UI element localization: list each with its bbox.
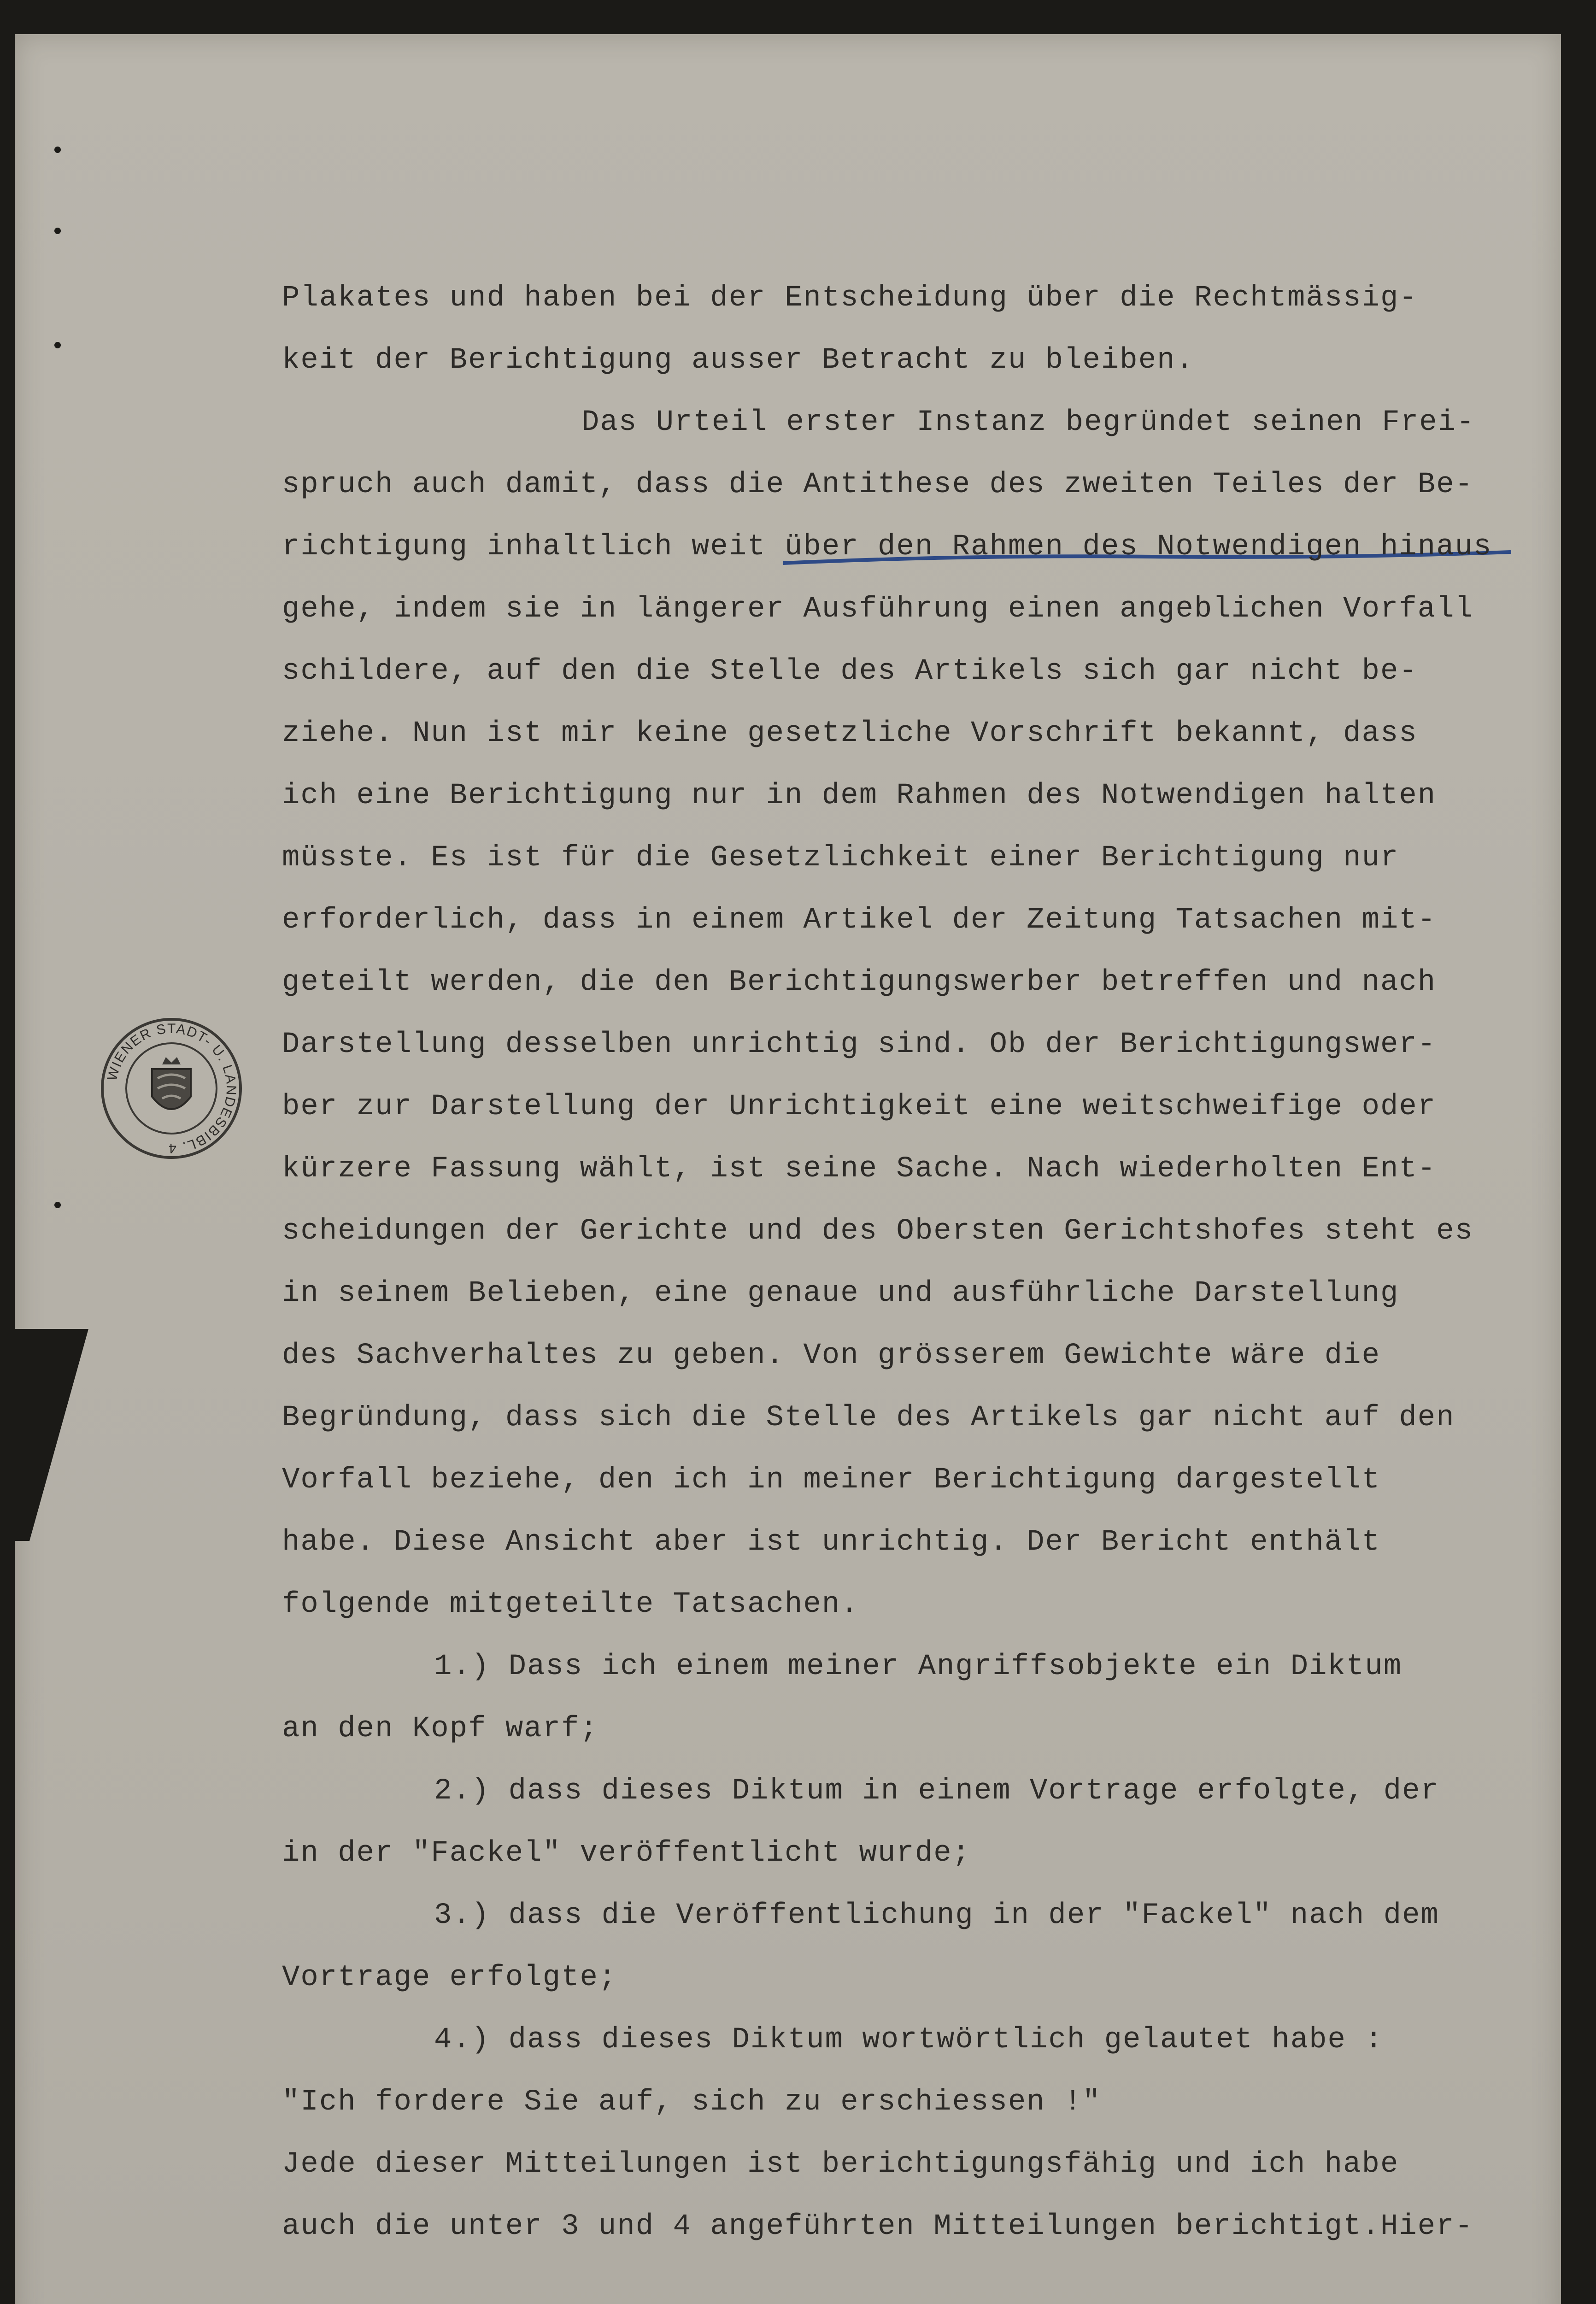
text-line: Vortrage erfolgte;	[282, 1961, 617, 1994]
text-line: spruch auch damit, dass die Antithese des zweiten Teiles der Be-	[282, 468, 1473, 501]
list-item: 3.) dass die Veröffentlichung in der "Fackel" nach dem	[434, 1899, 1439, 1932]
paper-tear	[15, 1329, 88, 1541]
text-line: ziehe. Nun ist mir keine gesetzliche Vorschrift bekannt, dass	[282, 717, 1418, 750]
binding-hole	[54, 228, 61, 234]
text-line: müsste. Es ist für die Gesetzlichkeit einer Berichtigung nur	[282, 841, 1399, 875]
text-line: kürzere Fassung wählt, ist seine Sache. Nach wiederholten Ent-	[282, 1152, 1437, 1186]
text-line: Begründung, dass sich die Stelle des Artikels gar nicht auf den	[282, 1401, 1455, 1434]
text-line: Das Urteil erster Instanz begründet seinen Frei-	[581, 406, 1475, 439]
text-line: in der "Fackel" veröffentlicht wurde;	[282, 1837, 971, 1870]
text-line: ber zur Darstellung der Unrichtigkeit eine weitschweifige oder	[282, 1090, 1437, 1123]
stamp-text: WIENER STADT- U. LANDESBIBL. 4	[104, 1021, 239, 1156]
list-item: 2.) dass dieses Diktum in einem Vortrage erfolgte, der	[434, 1775, 1439, 1808]
text-line: Jede dieser Mitteilungen ist berichtigungsfähig und ich habe	[282, 2148, 1399, 2181]
list-item: 4.) dass dieses Diktum wortwörtlich gelautet habe :	[434, 2023, 1384, 2057]
text-line: in seinem Belieben, eine genaue und ausführliche Darstellung	[282, 1277, 1399, 1310]
text-line: Plakates und haben bei der Entscheidung über die Rechtmässig-	[282, 282, 1418, 315]
text-line: richtigung inhaltlich weit über den Rahmen des Notwendigen hinaus	[282, 530, 1492, 564]
text-line: scheidungen der Gerichte und des Obersten Gerichtshofes steht es	[282, 1215, 1473, 1248]
text-line: geteilt werden, die den Berichtigungswerber betreffen und nach	[282, 966, 1437, 999]
text-line: habe. Diese Ansicht aber ist unrichtig. Der Bericht enthält	[282, 1526, 1380, 1559]
text-line: ich eine Berichtigung nur in dem Rahmen des Notwendigen halten	[282, 779, 1437, 812]
text-line: erforderlich, dass in einem Artikel der Zeitung Tatsachen mit-	[282, 904, 1437, 937]
text-line: Vorfall beziehe, den ich in meiner Berichtigung dargestellt	[282, 1464, 1380, 1497]
text-line: des Sachverhaltes zu geben. Von grösserem Gewichte wäre die	[282, 1339, 1380, 1372]
text-line: auch die unter 3 und 4 angeführten Mitteilungen berichtigt.Hier-	[282, 2210, 1473, 2243]
text-line: folgende mitgeteilte Tatsachen.	[282, 1588, 859, 1621]
quotation-line: "Ich fordere Sie auf, sich zu erschiessen !"	[282, 2086, 1101, 2119]
binding-hole	[54, 147, 61, 153]
typed-text-body	[282, 267, 1503, 2258]
binding-hole	[54, 1202, 61, 1208]
list-item: 1.) Dass ich einem meiner Angriffsobjekte ein Diktum	[434, 1650, 1402, 1683]
library-stamp	[98, 1015, 245, 1162]
text-line: an den Kopf warf;	[282, 1712, 598, 1746]
coat-of-arms-icon	[152, 1057, 191, 1109]
text-line: keit der Berichtigung ausser Betracht zu bleiben.	[282, 344, 1194, 377]
text-line: Darstellung desselben unrichtig sind. Ob der Berichtigungswer-	[282, 1028, 1437, 1061]
text-line: schildere, auf den die Stelle des Artikels sich gar nicht be-	[282, 655, 1418, 688]
binding-hole	[54, 342, 61, 348]
text-line: gehe, indem sie in längerer Ausführung einen angeblichen Vorfall	[282, 593, 1473, 626]
